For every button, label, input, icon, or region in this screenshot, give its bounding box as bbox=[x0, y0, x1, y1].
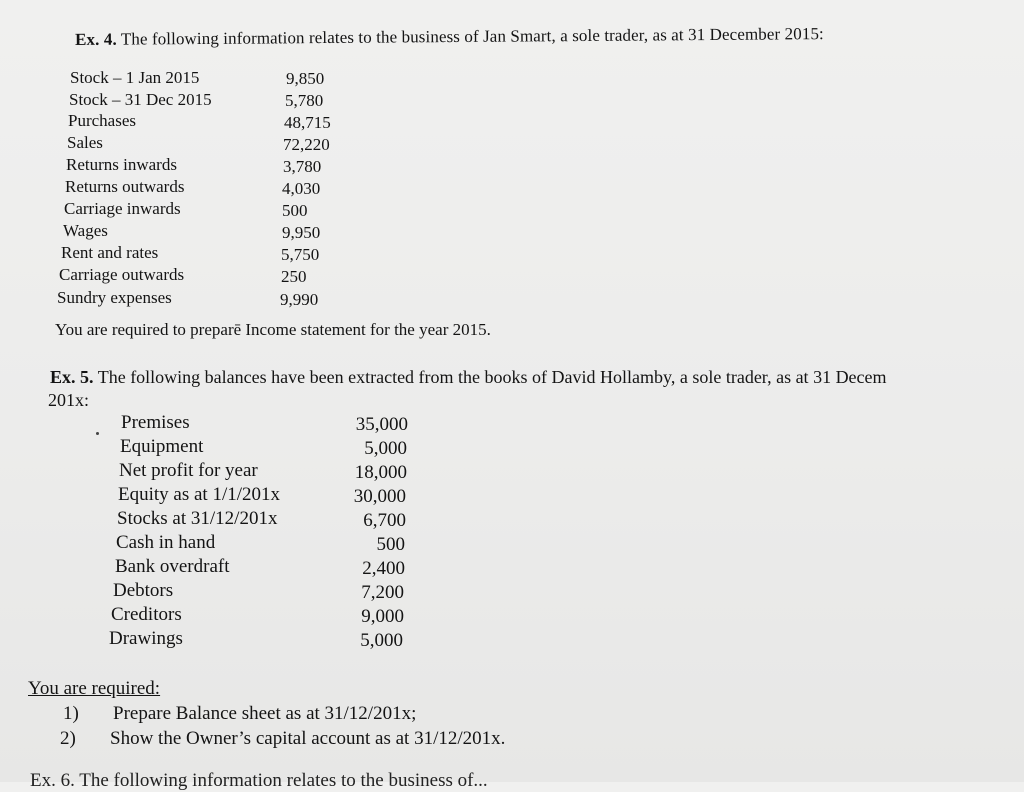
ex5-required-num: 1) bbox=[63, 703, 79, 724]
ex5-year: 201x: bbox=[48, 390, 90, 410]
ex4-item-label: Sales bbox=[67, 133, 103, 152]
ex5-item-value: 6,700 bbox=[363, 510, 406, 531]
ex5-required-text: Show the Owner’s capital account as at 31/12/201x. bbox=[110, 728, 506, 749]
ex4-item-label: Rent and rates bbox=[61, 243, 159, 262]
ex4-item-value: 48,715 bbox=[284, 113, 331, 132]
ex5-item-value: 2,400 bbox=[362, 558, 405, 579]
ex5-item-label: Creditors bbox=[111, 604, 182, 625]
ex5-item-label: Equity as at 1/1/201x bbox=[118, 484, 281, 505]
bullet-dot bbox=[96, 432, 99, 435]
ex5-title-text: The following balances have been extracted from the books of David Hollamby, a sole trader, as at 31 Decem bbox=[97, 367, 887, 387]
ex4-item-value: 3,780 bbox=[283, 157, 322, 176]
ex4-item-value: 250 bbox=[281, 267, 307, 286]
ex5-item-label: Stocks at 31/12/201x bbox=[117, 508, 278, 529]
ex4-title-text: The following information relates to the business of Jan Smart, a sole trader, as at 31 December 2015: bbox=[120, 24, 824, 49]
ex4-item-value: 5,750 bbox=[281, 245, 320, 264]
ex5-required-heading: You are required: bbox=[28, 678, 161, 699]
ex4-item-label: Wages bbox=[63, 221, 108, 240]
ex4-item-value: 9,990 bbox=[280, 290, 319, 309]
ex4-item-value: 9,850 bbox=[286, 69, 325, 88]
ex5-required-item bbox=[63, 703, 416, 725]
ex4-item-value: 72,220 bbox=[283, 135, 330, 154]
ex5-item-label: Drawings bbox=[109, 628, 183, 649]
ex5-item-label: Bank overdraft bbox=[115, 556, 230, 577]
ex5-item-label: Net profit for year bbox=[119, 460, 258, 481]
ex5-item-label: Equipment bbox=[120, 436, 204, 457]
ex5-item-value: 5,000 bbox=[364, 438, 407, 459]
ex4-item-label: Carriage inwards bbox=[64, 199, 181, 218]
ex5-required-num: 2) bbox=[60, 728, 76, 749]
ex4-heading bbox=[75, 24, 824, 50]
ex5-item-label: Cash in hand bbox=[116, 532, 216, 553]
ex5-required-text: Prepare Balance sheet as at 31/12/201x; bbox=[113, 703, 417, 724]
ex4-item-label: Sundry expenses bbox=[57, 288, 172, 307]
ex4-item-label: Stock – 31 Dec 2015 bbox=[69, 90, 212, 109]
ex4-item-value: 9,950 bbox=[282, 223, 321, 242]
ex4-item-label: Purchases bbox=[68, 111, 136, 130]
ex4-item-label: Stock – 1 Jan 2015 bbox=[70, 68, 200, 87]
ex4-item-label: Returns outwards bbox=[65, 177, 185, 196]
ex5-item-value: 500 bbox=[376, 534, 405, 555]
ex5-heading bbox=[50, 367, 887, 388]
ex4-item-label: Carriage outwards bbox=[59, 265, 185, 284]
ex5-item-value: 9,000 bbox=[361, 606, 404, 627]
ex4-item-value: 5,780 bbox=[285, 91, 324, 110]
ex4-item-value: 4,030 bbox=[282, 179, 321, 198]
ex5-item-value: 7,200 bbox=[361, 582, 404, 603]
ex5-item-label: Premises bbox=[121, 412, 190, 433]
ex5-item-value: 30,000 bbox=[353, 486, 406, 507]
ex6-partial-line: Ex. 6. The following information relates to the business of... bbox=[30, 770, 488, 791]
ex5-label: Ex. 5. bbox=[50, 367, 94, 387]
ex4-item-label: Returns inwards bbox=[66, 155, 177, 174]
ex5-item-value: 18,000 bbox=[354, 462, 407, 483]
ex5-item-value: 35,000 bbox=[355, 414, 408, 435]
ex4-label: Ex. 4. bbox=[75, 29, 117, 49]
ex4-item-value: 500 bbox=[282, 201, 308, 220]
ex5-item-value: 5,000 bbox=[360, 630, 403, 651]
ex5-required-item bbox=[60, 728, 505, 750]
ex4-requirement: You are required to preparē Income statement for the year 2015. bbox=[55, 320, 491, 339]
ex5-item-label: Debtors bbox=[113, 580, 174, 601]
